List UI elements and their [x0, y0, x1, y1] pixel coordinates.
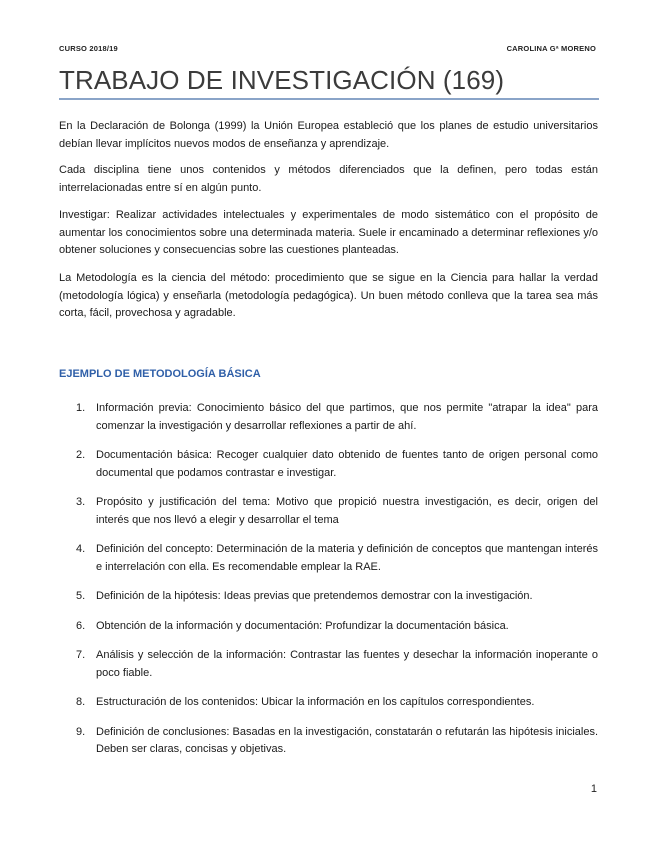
list-item-number: 2. — [76, 449, 86, 461]
list-item-text: Análisis y selección de la información: Contrastar las fuentes y desechar la información inoperante o poco fiable. — [96, 649, 598, 679]
list-item-text: Definición del concepto: Determinación de la materia y definición de conceptos que mantengan interés e interrelación con ella. Es recomendable emplear la RAE. — [96, 543, 598, 573]
header-course: CURSO 2018/19 — [59, 44, 118, 53]
list-item — [59, 400, 598, 435]
list-item-number: 6. — [76, 619, 86, 632]
list-item-text: Obtención de la información y documentación: Profundizar la documentación básica. — [96, 619, 509, 632]
list-item — [59, 588, 598, 606]
page-number: 1 — [590, 783, 597, 795]
list-item-text: Información previa: Conocimiento básico del que partimos, que nos permite "atrapar la idea" para comenzar la investigación y desarrollar reflexiones a partir de ahí. — [96, 402, 598, 432]
list-item-number: 1. — [76, 402, 86, 414]
list-item-text: Definición de conclusiones: Basadas en la investigación, constatarán o refutarán las hipótesis iniciales. Deben ser claras, concisas y objetivas. — [96, 725, 598, 755]
list-item — [59, 618, 598, 636]
header-author: CAROLINA Gª MORENO — [506, 44, 596, 53]
methodology-steps-list — [59, 400, 598, 771]
title-underline — [59, 98, 599, 100]
list-item-number: 5. — [76, 590, 86, 602]
list-item — [59, 724, 598, 759]
list-item-text: Estructuración de los contenidos: Ubicar la información en los capítulos correspondientes. — [96, 696, 535, 708]
list-item — [59, 447, 598, 482]
paragraph-investigate: Investigar: Realizar actividades intelectuales y experimentales de modo sistemático con el propósito de aumentar los conocimientos sobre una determinada materia. Suele ir encaminado a determinar reflexiones y/o obtener soluciones y consecuencias sobre las cuestiones planteadas. — [59, 209, 598, 256]
list-item-text: Definición de la hipótesis: Ideas previas que pretendemos demostrar con la investigación. — [96, 590, 533, 602]
section-heading: EJEMPLO DE METODOLOGÍA BÁSICA — [59, 368, 261, 380]
paragraph-disciplines: Cada disciplina tiene unos contenidos y métodos diferenciados que la definen, pero todas están interrelacionadas entre sí en algún punto. — [59, 164, 598, 194]
list-item-number: 8. — [76, 696, 86, 708]
list-item — [59, 694, 598, 712]
list-item — [59, 541, 598, 576]
list-item-number: 4. — [76, 543, 86, 555]
list-item-number: 3. — [76, 496, 86, 508]
list-item-text: Propósito y justificación del tema: Motivo que propició nuestra investigación, es decir, origen del interés que nos llevó a elegir y desarrollar el tema — [96, 496, 598, 526]
list-item — [59, 494, 598, 529]
list-item — [59, 647, 598, 682]
list-item-number: 7. — [76, 649, 86, 661]
list-item-number: 9. — [76, 725, 86, 738]
paragraph-methodology: La Metodología es la ciencia del método: procedimiento que se sigue en la Ciencia para hallar la verdad (metodología lógica) y enseñarla (metodología pedagógica). Un buen método conlleva que la tarea sea más corta, fácil, provechosa y agradable. — [59, 272, 598, 319]
page-title: TRABAJO DE INVESTIGACIÓN (169) — [59, 65, 505, 95]
paragraph-bologna: En la Declaración de Bolonga (1999) la Unión Europea estableció que los planes de estudio universitarios debían llevar implícitos nuevos modos de enseñanza y aprendizaje. — [59, 120, 598, 150]
list-item-text: Documentación básica: Recoger cualquier dato obtenido de fuentes tanto de origen personal como documental que podamos contrastar e investigar. — [96, 449, 598, 479]
